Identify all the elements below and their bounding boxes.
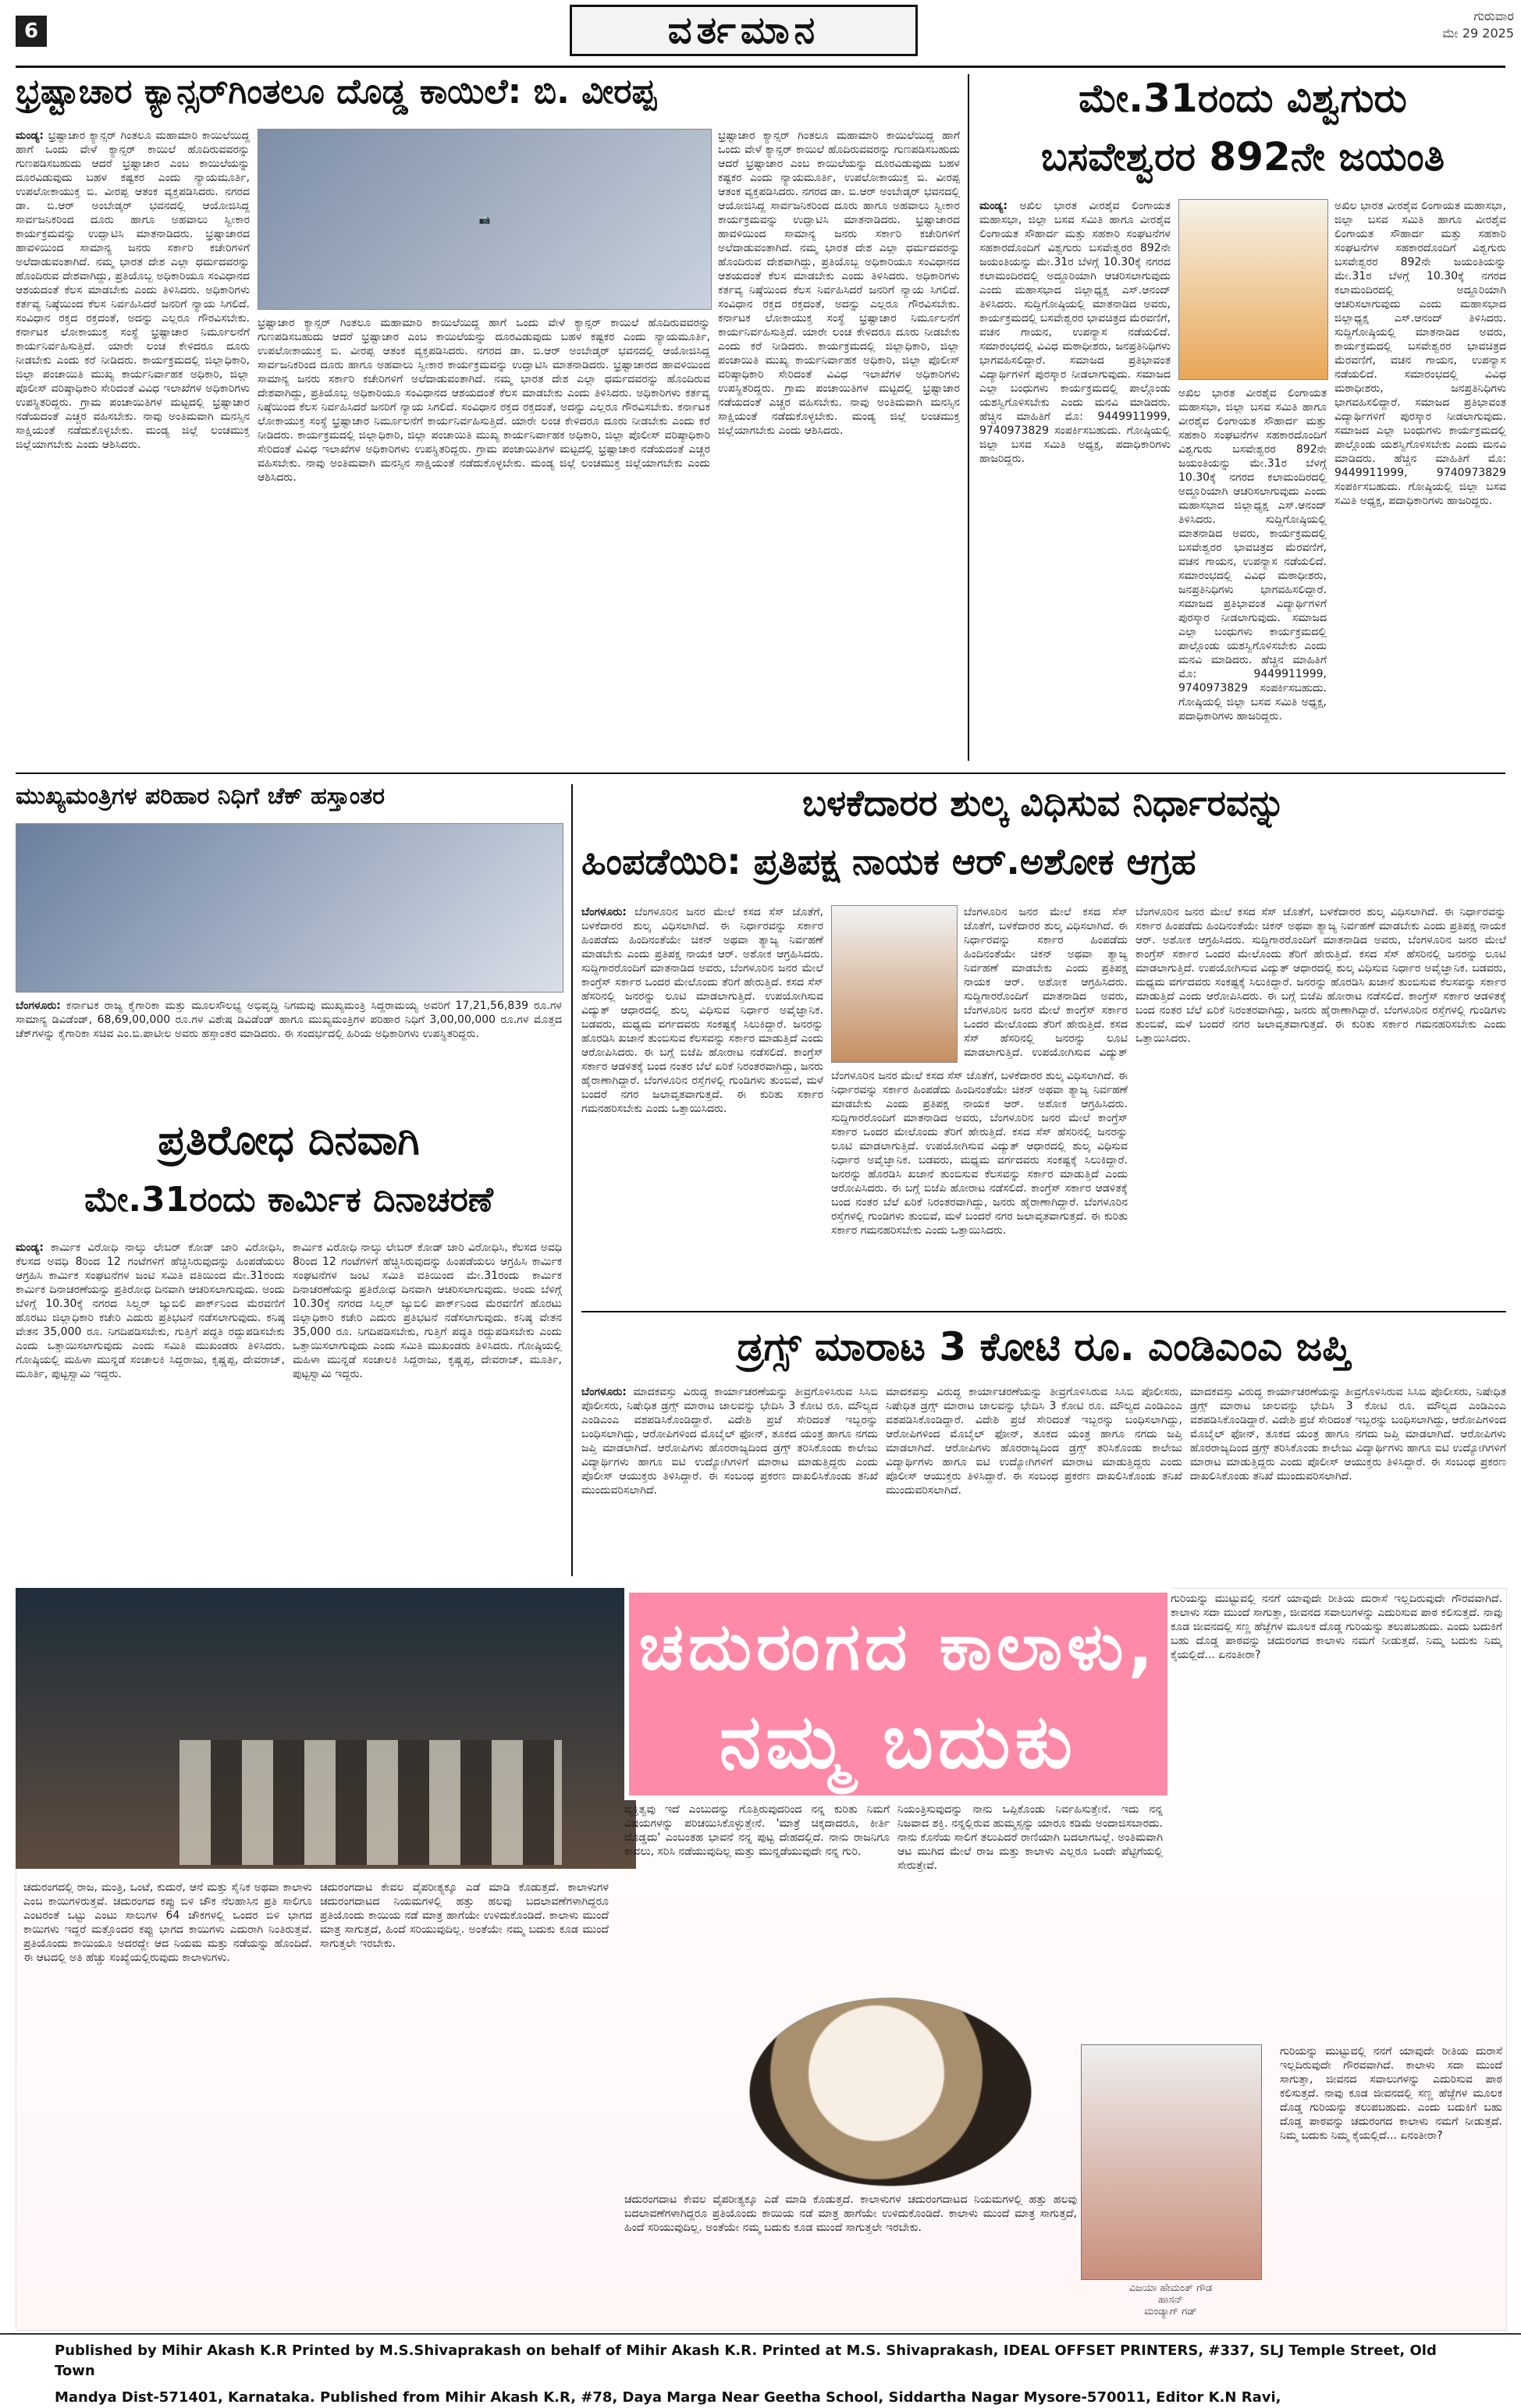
author-place: ಹಾಸನ್ <box>1158 2294 1183 2306</box>
article-6-body-continued-2: ಮಾದಕವಸ್ತು ವಿರುದ್ಧ ಕಾರ್ಯಾಚರಣೆಯನ್ನು ತೀವ್ರಗೊಳಿಸಿರುವ ಸಿಸಿಬಿ ಪೊಲೀಸರು, ನಿಷೇಧಿತ ಡ್ರಗ್ಸ್ ಮಾರಾಟ ಜಾಲವನ್ನು ಭೇದಿಸಿ 3 ಕೋಟಿ ರೂ. ಮೌಲ್ಯದ ಎಂಡಿಎಂಎ ವಶಪಡಿಸಿಕೊಂಡಿದ್ದಾರೆ. ವಿದೇಶಿ ಪ್ರಜೆ ಸೇರಿದಂತೆ ಇಬ್ಬರನ್ನು ಬಂಧಿಸಲಾಗಿದ್ದು, ಆರೋಪಿಗಳಿಂದ ಮೊಬೈಲ್ ಫೋನ್, ತೂಕದ ಯಂತ್ರ ಹಾಗೂ ನಗದು ಜಪ್ತಿ ಮಾಡಲಾಗಿದೆ. ಆರೋಪಿಗಳು ಹೊರರಾಜ್ಯದಿಂದ ಡ್ರಗ್ಸ್ ತರಿಸಿಕೊಂಡು ಕಾಲೇಜು ವಿದ್ಯಾರ್ಥಿಗಳು ಹಾಗೂ ಐಟಿ ಉದ್ಯೋಗಿಗಳಿಗೆ ಮಾರಾಟ ಮಾಡುತ್ತಿದ್ದರು ಎಂದು ಪೊಲೀಸ್ ಆಯುಕ್ತರು ತಿಳಿಸಿದ್ದಾರೆ. ಈ ಸಂಬಂಧ ಪ್ರಕರಣ ದಾಖಲಿಸಿಕೊಂಡು ತನಿಖೆ ಮುಂದುವರಿಸಲಾಗಿದೆ. <box>1190 1386 1506 1483</box>
article-3-body-text: ಕರ್ನಾಟಕ ರಾಜ್ಯ ಕೈಗಾರಿಕಾ ಮತ್ತು ಮೂಲಸೌಲಭ್ಯ ಅಭಿವೃದ್ಧಿ ನಿಗಮವು ಮುಖ್ಯಮಂತ್ರಿ ಸಿದ್ದರಾಮಯ್ಯ ಅವರಿಗೆ 17,21,56,839 ರೂ.ಗಳ ಸಾಮಾನ್ಯ ಡಿವಿಡೆಂಡ್, 68,69,00,000 ರೂ.ಗಳ ವಿಶೇಷ ಡಿವಿಡೆಂಡ್ ಹಾಗೂ ಮುಖ್ಯಮಂತ್ರಿಗಳ ಪರಿಹಾರ ನಿಧಿಗೆ 3,00,00,000 ರೂ.ಗಳ ಮೊತ್ತದ ಚೆಕ್‌ಗಳನ್ನು ಕೈಗಾರಿಕಾ ಸಚಿವ ಎಂ.ಬಿ.ಪಾಟೀಲ ಅವರು ಹಸ್ತಾಂತರ ಮಾಡಿದರು. ಈ ಸಂದರ್ಭದಲ್ಲಿ ಹಿರಿಯ ಅಧಿಕಾರಿಗಳು ಉಪಸ್ಥಿತರಿದ್ದರು. <box>16 1000 562 1040</box>
footer-line-1: Published by Mihir Akash K.R Printed by M.S.Shivaprakash on behalf of Mihir Akash K.R. Printed at M.S. Shivaprakash, IDEAL OFFSET PRINTERS, #337, SLJ Temple Street, Old Town <box>55 2342 1437 2379</box>
feature-chess-body-col-4 <box>897 1802 1163 1990</box>
page-number: 6 <box>16 16 47 47</box>
article-4-headline-2: ಮೇ.31ರಂದು ಕಾರ್ಮಿಕ ದಿನಾಚರಣೆ <box>84 1180 493 1220</box>
author-portrait <box>1081 2044 1262 2280</box>
article-5-body-continued-3: ಬೆಂಗಳೂರಿನ ಜನರ ಮೇಲೆ ಕಸದ ಸೆಸ್ ಜೊತೆಗೆ, ಬಳಕೆದಾರರ ಶುಲ್ಕ ವಿಧಿಸಲಾಗಿದೆ. ಈ ನಿರ್ಧಾರವನ್ನು ಸರ್ಕಾರ ಹಿಂಪಡೆದು ಹಿಂದಿನಂತೆಯೇ ಚಿಕನ್ ಅಥವಾ ತ್ಯಾಜ್ಯ ನಿರ್ವಹಣೆ ಮಾಡಬೇಕು ಎಂದು ಪ್ರತಿಪಕ್ಷ ನಾಯಕ ಆರ್. ಅಶೋಕ ಆಗ್ರಹಿಸಿದರು. ಸುದ್ದಿಗಾರರೊಂದಿಗೆ ಮಾತನಾಡಿದ ಅವರು, ಬೆಂಗಳೂರಿನ ಜನರ ಮೇಲೆ ಕಾಂಗ್ರೆಸ್ ಸರ್ಕಾರ ಒಂದರ ಮೇಲೊಂದು ತೆರಿಗೆ ಹೇರುತ್ತಿದೆ. ಕಸದ ಸೆಸ್ ಹೆಸರಿನಲ್ಲಿ ಜನರನ್ನು ಲೂಟಿ ಮಾಡಲಾಗುತ್ತಿದೆ. ಉಪಯೋಗಿಸುವ ವಿದ್ಯುತ್ ಆಧಾರದಲ್ಲಿ ಶುಲ್ಕ ವಿಧಿಸುವ ನಿರ್ಧಾರ ಅವೈಜ್ಞಾನಿಕ. ಬಡವರು, ಮಧ್ಯಮ ವರ್ಗದವರು ಸಂಕಷ್ಟಕ್ಕೆ ಸಿಲುಕಿದ್ದಾರೆ. ಜನರನ್ನು ಹೊರಡಿಸಿ ಖಜಾನೆ ತುಂಬಿಸುವ ಕೆಲಸವನ್ನು ಸರ್ಕಾರ ಮಾಡುತ್ತಿದೆ ಎಂದು ಆರೋಪಿಸಿದರು. ಈ ಬಗ್ಗೆ ಬಿಜೆಪಿ ಹೋರಾಟ ನಡೆಸಲಿದೆ. ಕಾಂಗ್ರೆಸ್ ಸರ್ಕಾರ ಆಡಳಿತಕ್ಕೆ ಬಂದ ನಂತರ ಬೆಲೆ ಏರಿಕೆ ನಿರಂತರವಾಗಿದ್ದು, ಜನರು ಹೈರಾಣಾಗಿದ್ದಾರೆ. ಬೆಂಗಳೂರಿನ ರಸ್ತೆಗಳಲ್ಲಿ ಗುಂಡಿಗಳು ತುಂಬಿವೆ, ಮಳೆ ಬಂದರೆ ನಗರ ಜಲಾವೃತವಾಗುತ್ತದೆ. ಈ ಕುರಿತು ಸರ್ಕಾರ ಗಮನಹರಿಸಬೇಕು ಎಂದು ಒತ್ತಾಯಿಸಿದರು. <box>1135 906 1506 1045</box>
article-4-headline-1: ಪ್ರತಿರೋಧ ದಿನವಾಗಿ <box>158 1117 420 1164</box>
article-6-headline: ಡ್ರಗ್ಸ್ ಮಾರಾಟ 3 ಕೋಟಿ ರೂ. ಎಂಡಿಎಂಎ ಜಪ್ತಿ <box>737 1324 1351 1369</box>
article-1-body-col-1 <box>16 129 250 753</box>
article-6-body: ಮಾದಕವಸ್ತು ವಿರುದ್ಧ ಕಾರ್ಯಾಚರಣೆಯನ್ನು ತೀವ್ರಗೊಳಿಸಿರುವ ಸಿಸಿಬಿ ಪೊಲೀಸರು, ನಿಷೇಧಿತ ಡ್ರಗ್ಸ್ ಮಾರಾಟ ಜಾಲವನ್ನು ಭೇದಿಸಿ 3 ಕೋಟಿ ರೂ. ಮೌಲ್ಯದ ಎಂಡಿಎಂಎ ವಶಪಡಿಸಿಕೊಂಡಿದ್ದಾರೆ. ವಿದೇಶಿ ಪ್ರಜೆ ಸೇರಿದಂತೆ ಇಬ್ಬರನ್ನು ಬಂಧಿಸಲಾಗಿದ್ದು, ಆರೋಪಿಗಳಿಂದ ಮೊಬೈಲ್ ಫೋನ್, ತೂಕದ ಯಂತ್ರ ಹಾಗೂ ನಗದು ಜಪ್ತಿ ಮಾಡಲಾಗಿದೆ. ಆರೋಪಿಗಳು ಹೊರರಾಜ್ಯದಿಂದ ಡ್ರಗ್ಸ್ ತರಿಸಿಕೊಂಡು ಕಾಲೇಜು ವಿದ್ಯಾರ್ಥಿಗಳು ಹಾಗೂ ಐಟಿ ಉದ್ಯೋಗಿಗಳಿಗೆ ಮಾರಾಟ ಮಾಡುತ್ತಿದ್ದರು ಎಂದು ಪೊಲೀಸ್ ಆಯುಕ್ತರು ತಿಳಿಸಿದ್ದಾರೆ. ಈ ಸಂಬಂಧ ಪ್ರಕರಣ ದಾಖಲಿಸಿಕೊಂಡು ತನಿಖೆ ಮುಂದುವರಿಸಲಾಗಿದೆ. <box>581 1386 878 1497</box>
author-org: ಮಂಡ್ಯಾಗ್ ಗಡ್ <box>1144 2306 1197 2317</box>
article-5-body-col-3 <box>964 905 1128 1061</box>
article-1-body: ಭ್ರಷ್ಟಾಚಾರ ಕ್ಯಾನ್ಸರ್ ಗಿಂತಲೂ ಮಹಾಮಾರಿ ಕಾಯಿಲೆಯಿದ್ದ ಹಾಗೆ ಒಂದು ವೇಳೆ ಕ್ಯಾನ್ಸರ್ ಕಾಯಿಲೆ ಹೊದಿರುವವರನ್ನು ಗುಣಪಡಿಸಬಹುದು ಆದರೆ ಭ್ರಷ್ಟಾಚಾರ ಎಂಬ ಕಾಯಿಲೆಯನ್ನು ದೂರವಿಡುವುದು ಬಹಳ ಕಷ್ಟಕರ ಎಂದು ನ್ಯಾಯಮೂರ್ತಿ, ಉಪಲೋಕಾಯುಕ್ತ ಬಿ. ವೀರಪ್ಪ ಆತಂಕ ವ್ಯಕ್ತಪಡಿಸಿದರು. ನಗರದ ಡಾ. ಬಿ.ಆರ್ ಅಂಬೇಡ್ಕರ್ ಭವನದಲ್ಲಿ ಆಯೋಜಿಸಿದ್ದ ಸಾರ್ವಜನಿಕರಿಂದ ದೂರು ಹಾಗೂ ಅಹವಾಲು ಸ್ವೀಕಾರ ಕಾರ್ಯಕ್ರಮವನ್ನು ಉದ್ಘಾಟಿಸಿ ಮಾತನಾಡಿದರು. ಭ್ರಷ್ಟಾಚಾರದ ಹಾವಳಿಯಿಂದ ಸಾಮಾನ್ಯ ಜನರು ಸರ್ಕಾರಿ ಕಚೇರಿಗಳಿಗೆ ಅಲೆದಾಡುವಂತಾಗಿದೆ. ನಮ್ಮ ಭಾರತ ದೇಶ ಎಲ್ಲಾ ಧರ್ಮದವರನ್ನು ಹೊಂದಿರುವ ದೇಶವಾಗಿದ್ದು, ಪ್ರತಿಯೊಬ್ಬ ಅಧಿಕಾರಿಯೂ ಸಂವಿಧಾನದ ಆಶಯದಂತೆ ಕೆಲಸ ಮಾಡಬೇಕು ಎಂದು ತಿಳಿಸಿದರು. ಅಧಿಕಾರಿಗಳು ಕರ್ತವ್ಯ ನಿಷ್ಠೆಯಿಂದ ಕೆಲಸ ನಿರ್ವಹಿಸಿದರೆ ಜನರಿಗೆ ನ್ಯಾಯ ಸಿಗಲಿದೆ. ಸಂವಿಧಾನ ರಕ್ತದ ರಕ್ತದಂತೆ, ಅದನ್ನು ಎಲ್ಲರೂ ಗೌರವಿಸಬೇಕು. ಕರ್ನಾಟಕ ಲೋಕಾಯುಕ್ತ ಸಂಸ್ಥೆ ಭ್ರಷ್ಟಾಚಾರ ನಿರ್ಮೂಲನೆಗೆ ಕಾರ್ಯನಿರ್ವಹಿಸುತ್ತಿದೆ. ಯಾರೇ ಲಂಚ ಕೇಳಿದರೂ ದೂರು ನೀಡಬೇಕು ಎಂದು ಕರೆ ನೀಡಿದರು. ಕಾರ್ಯಕ್ರಮದಲ್ಲಿ ಜಿಲ್ಲಾಧಿಕಾರಿ, ಜಿಲ್ಲಾ ಪಂಚಾಯಿತಿ ಮುಖ್ಯ ಕಾರ್ಯನಿರ್ವಾಹಕ ಅಧಿಕಾರಿ, ಜಿಲ್ಲಾ ಪೊಲೀಸ್ ವರಿಷ್ಠಾಧಿಕಾರಿ ಸೇರಿದಂತೆ ವಿವಿಧ ಇಲಾಖೆಗಳ ಅಧಿಕಾರಿಗಳು ಉಪಸ್ಥಿತರಿದ್ದರು. ಗ್ರಾಮ ಪಂಚಾಯಿತಿಗಳ ಮಟ್ಟದಲ್ಲಿ ಭ್ರಷ್ಟಾಚಾರ ನಡೆಯದಂತೆ ಎಚ್ಚರ ವಹಿಸಬೇಕು. ನಾವು ಅಂತಿಮವಾಗಿ ಮನಸ್ಸಿನ ಸಾಕ್ಷಿಯಂತೆ ನಡೆದುಕೊಳ್ಳಬೇಕು. ಮಂಡ್ಯ ಜಿಲ್ಲೆ ಲಂಚಮುಕ್ತ ಜಿಲ್ಲೆಯಾಗಬೇಕು ಎಂದು ಆಶಿಸಿದರು. <box>16 130 250 451</box>
author-name: ವಿಜಯಾ ಹೇಮಂತ್ ಗೌಡ <box>1128 2282 1213 2294</box>
article-4-body: ಕಾರ್ಮಿಕ ವಿರೋಧಿ ನಾಲ್ಕು ಲೇಬರ್ ಕೋಡ್ ಜಾರಿ ವಿರೋಧಿಸಿ, ಕೆಲಸದ ಅವಧಿ 8ರಿಂದ 12 ಗಂಟೆಗಳಿಗೆ ಹೆಚ್ಚಿಸಿರುವುದನ್ನು ಹಿಂಪಡೆಯಲು ಆಗ್ರಹಿಸಿ ಕಾರ್ಮಿಕ ಸಂಘಟನೆಗಳ ಜಂಟಿ ಸಮಿತಿ ವತಿಯಿಂದ ಮೇ.31ರಂದು ಕಾರ್ಮಿಕ ದಿನಾಚರಣೆಯನ್ನು ಪ್ರತಿರೋಧ ದಿನವಾಗಿ ಆಚರಿಸಲಾಗುವುದು. ಅಂದು ಬೆಳಿಗ್ಗೆ 10.30ಕ್ಕೆ ನಗರದ ಸಿಲ್ವರ್ ಜ್ಯುಬಿಲಿ ಪಾರ್ಕ್‌ನಿಂದ ಮೆರವಣಿಗೆ ಹೊರಟು ಜಿಲ್ಲಾಧಿಕಾರಿ ಕಚೇರಿ ಎದುರು ಪ್ರತಿಭಟನೆ ನಡೆಸಲಾಗುವುದು. ಕನಿಷ್ಠ ವೇತನ 35,000 ರೂ. ನಿಗದಿಪಡಿಸಬೇಕು, ಗುತ್ತಿಗೆ ಪದ್ಧತಿ ರದ್ದುಪಡಿಸಬೇಕು ಎಂದು ಒತ್ತಾಯಿಸಲಾಗುವುದು ಎಂದು ಸಮಿತಿ ಮುಖಂಡರು ತಿಳಿಸಿದರು. ಗೋಷ್ಠಿಯಲ್ಲಿ ಮಹಿಳಾ ಮುನ್ನಡೆ ಸಂಚಾಲಕಿ ಸಿದ್ದರಾಜು, ಕೃಷ್ಣಪ್ಪ, ದೇವರಾಜ್, ಮೂರ್ತಿ, ಪುಟ್ಟಸ್ವಾಮಿ ಇದ್ದರು. <box>16 1241 285 1380</box>
header-divider <box>16 66 1505 68</box>
masthead-date-text: ಮೇ 29 2025 <box>1442 26 1514 41</box>
article-2-body-col-1 <box>979 199 1171 757</box>
article-1-headline: ಭ್ರಷ್ಟಾಚಾರ ಕ್ಯಾನ್ಸರ್‌ಗಿಂತಲೂ ದೊಡ್ಡ ಕಾಯಿಲೆ: ಬಿ. ವೀರಪ್ಪ <box>16 72 657 112</box>
article-6-body-col-3 <box>1190 1385 1506 1572</box>
feature-chess-title-1: ಚದುರಂಗದ ಕಾಲಾಳು, <box>638 1608 1158 1685</box>
column-divider <box>968 74 969 761</box>
article-2-body: ಅಖಿಲ ಭಾರತ ವೀರಶೈವ ಲಿಂಗಾಯತ ಮಹಾಸಭಾ, ಜಿಲ್ಲಾ ಬಸವ ಸಮಿತಿ ಹಾಗೂ ವೀರಶೈವ ಲಿಂಗಾಯತ ಸೌಹಾರ್ದ ಮತ್ತು ಸಹಕಾರಿ ಸಂಘಟನೆಗಳ ಸಹಕಾರದೊಂದಿಗೆ ವಿಶ್ವಗುರು ಬಸವೇಶ್ವರರ 892ನೇ ಜಯಂತಿಯನ್ನು ಮೇ.31ರ ಬೆಳಗ್ಗೆ 10.30ಕ್ಕೆ ನಗರದ ಕಲಾಮಂದಿರದಲ್ಲಿ ಅದ್ದೂರಿಯಾಗಿ ಆಚರಿಸಲಾಗುವುದು ಎಂದು ಮಹಾಸಭಾದ ಜಿಲ್ಲಾಧ್ಯಕ್ಷ ಎಸ್.ಆನಂದ್ ತಿಳಿಸಿದರು. ಸುದ್ದಿಗೋಷ್ಠಿಯಲ್ಲಿ ಮಾತನಾಡಿದ ಅವರು, ಕಾರ್ಯಕ್ರಮದಲ್ಲಿ ಬಸವೇಶ್ವರರ ಭಾವಚಿತ್ರದ ಮೆರವಣಿಗೆ, ವಚನ ಗಾಯನ, ಉಪನ್ಯಾಸ ನಡೆಯಲಿದೆ. ಸಮಾರಂಭದಲ್ಲಿ ವಿವಿಧ ಮಠಾಧೀಶರು, ಜನಪ್ರತಿನಿಧಿಗಳು ಭಾಗವಹಿಸಲಿದ್ದಾರೆ. ಸಮಾಜದ ಪ್ರತಿಭಾವಂತ ವಿದ್ಯಾರ್ಥಿಗಳಿಗೆ ಪುರಸ್ಕಾರ ನೀಡಲಾಗುವುದು. ಸಮಾಜದ ಎಲ್ಲಾ ಬಂಧುಗಳು ಕಾರ್ಯಕ್ರಮದಲ್ಲಿ ಪಾಲ್ಗೊಂಡು ಯಶಸ್ವಿಗೊಳಿಸಬೇಕು ಎಂದು ಮನವಿ ಮಾಡಿದರು. ಹೆಚ್ಚಿನ ಮಾಹಿತಿಗೆ ಮೊ: 9449911999, 9740973829 ಸಂಪರ್ಕಿಸಬಹುದು. ಗೋಷ್ಠಿಯಲ್ಲಿ ಜಿಲ್ಲಾ ಬಸವ ಸಮಿತಿ ಅಧ್ಯಕ್ಷ, ಪದಾಧಿಕಾರಿಗಳು ಹಾಜರಿದ್ದರು. <box>979 200 1171 465</box>
article-1-body-col-2 <box>258 316 710 753</box>
article-5-body-col-4 <box>1135 905 1506 1299</box>
feature-chess-title-2: ನಮ್ಮ ಬದುಕು <box>719 1698 1078 1785</box>
article-3-headline: ಮುಖ್ಯಮಂತ್ರಿಗಳ ಪರಿಹಾರ ನಿಧಿಗೆ ಚೆಕ್ ಹಸ್ತಾಂತರ <box>16 783 385 810</box>
feature-chess-body-right-top <box>1171 1592 1502 2037</box>
chessboard-graphic <box>179 1740 562 1865</box>
feature-chess-body-2: ಚದುರಂಗದಾಟ ಕೇವಲ ವೈಪರೀತ್ಯಕ್ಕೂ ಎಡೆ ಮಾಡಿ ಕೊಡುತ್ತದೆ. ಕಾಲಾಳುಗಳ ಚದುರಂಗದಾಟದ ನಿಯಮಗಳಲ್ಲಿ ಹತ್ತು ಹಲವು ಬದಲಾವಣೆಗಳಾಗಿದ್ದರೂ ಪ್ರತಿಯೊಂದು ಕಾಯಿಯ ನಡೆ ಮಾತ್ರ ಹಾಗೆಯೇ ಉಳಿದುಕೊಂಡಿದೆ. ಕಾಲಾಳು ಮುಂದೆ ಮಾತ್ರ ಸಾಗುತ್ತದೆ, ಹಿಂದೆ ಸರಿಯುವುದಿಲ್ಲ. ಅಂತೆಯೇ ನಮ್ಮ ಬದುಕು ಕೂಡ ಮುಂದೆ ಸಾಗುತ್ತಲೇ ಇರಬೇಕು. <box>320 1881 609 1950</box>
article-2-body-col-3 <box>1178 386 1327 757</box>
photo-icon: 📷 <box>478 214 491 225</box>
article-2-dateline: ಮಂಡ್ಯ: <box>979 200 1007 212</box>
feature-chess-body-5: ಗುರಿಯನ್ನು ಮುಟ್ಟುವಲ್ಲಿ ನನಗೆ ಯಾವುದೇ ರೀತಿಯ ದುರಾಸೆ ಇಲ್ಲದಿರುವುದೇ ಗೌರವವಾಗಿದೆ. ಕಾಲಾಳು ಸದಾ ಮುಂದೆ ಸಾಗುತ್ತಾ, ಜೀವನದ ಸವಾಲುಗಳನ್ನು ಎದುರಿಸುವ ಪಾಠ ಕಲಿಸುತ್ತದೆ. ನಾವು ಕೂಡ ಜೀವನದಲ್ಲಿ ಸಣ್ಣ ಹೆಜ್ಜೆಗಳ ಮೂಲಕ ದೊಡ್ಡ ಗುರಿಯನ್ನು ತಲುಪಬಹುದು. ಎಂದು ಬದುಕಿಗೆ ಬಹು ದೊಡ್ಡ ಪಾಠವನ್ನು ಚದುರಂಗದ ಕಾಲಾಳು ನಮಗೆ ನೀಡುತ್ತದೆ. ನಿಮ್ಮ ಬದುಕು ನಿಮ್ಮ ಕೈಯಲ್ಲಿದೆ... ಏನಂತೀರಾ? <box>1171 1593 1502 1661</box>
article-6-body-col-2 <box>886 1385 1182 1572</box>
article-4-body-col-2 <box>293 1241 562 1568</box>
feature-chess-body-col-1 <box>23 1881 312 2325</box>
article-2-headline-1: ಮೇ.31ರಂದು ವಿಶ್ವಗುರು <box>1079 76 1407 121</box>
article-1-dateline: ಮಂಡ್ಯ: <box>16 130 44 142</box>
author-caption <box>1081 2282 1260 2325</box>
article-2-body-continued: ಅಖಿಲ ಭಾರತ ವೀರಶೈವ ಲಿಂಗಾಯತ ಮಹಾಸಭಾ, ಜಿಲ್ಲಾ ಬಸವ ಸಮಿತಿ ಹಾಗೂ ವೀರಶೈವ ಲಿಂಗಾಯತ ಸೌಹಾರ್ದ ಮತ್ತು ಸಹಕಾರಿ ಸಂಘಟನೆಗಳ ಸಹಕಾರದೊಂದಿಗೆ ವಿಶ್ವಗುರು ಬಸವೇಶ್ವರರ 892ನೇ ಜಯಂತಿಯನ್ನು ಮೇ.31ರ ಬೆಳಗ್ಗೆ 10.30ಕ್ಕೆ ನಗರದ ಕಲಾಮಂದಿರದಲ್ಲಿ ಅದ್ದೂರಿಯಾಗಿ ಆಚರಿಸಲಾಗುವುದು ಎಂದು ಮಹಾಸಭಾದ ಜಿಲ್ಲಾಧ್ಯಕ್ಷ ಎಸ್.ಆನಂದ್ ತಿಳಿಸಿದರು. ಸುದ್ದಿಗೋಷ್ಠಿಯಲ್ಲಿ ಮಾತನಾಡಿದ ಅವರು, ಕಾರ್ಯಕ್ರಮದಲ್ಲಿ ಬಸವೇಶ್ವರರ ಭಾವಚಿತ್ರದ ಮೆರವಣಿಗೆ, ವಚನ ಗಾಯನ, ಉಪನ್ಯಾಸ ನಡೆಯಲಿದೆ. ಸಮಾರಂಭದಲ್ಲಿ ವಿವಿಧ ಮಠಾಧೀಶರು, ಜನಪ್ರತಿನಿಧಿಗಳು ಭಾಗವಹಿಸಲಿದ್ದಾರೆ. ಸಮಾಜದ ಪ್ರತಿಭಾವಂತ ವಿದ್ಯಾರ್ಥಿಗಳಿಗೆ ಪುರಸ್ಕಾರ ನೀಡಲಾಗುವುದು. ಸಮಾಜದ ಎಲ್ಲಾ ಬಂಧುಗಳು ಕಾರ್ಯಕ್ರಮದಲ್ಲಿ ಪಾಲ್ಗೊಂಡು ಯಶಸ್ವಿಗೊಳಿಸಬೇಕು ಎಂದು ಮನವಿ ಮಾಡಿದರು. ಹೆಚ್ಚಿನ ಮಾಹಿತಿಗೆ ಮೊ: 9449911999, 9740973829 ಸಂಪರ್ಕಿಸಬಹುದು. ಗೋಷ್ಠಿಯಲ್ಲಿ ಜಿಲ್ಲಾ ಬಸವ ಸಮಿತಿ ಅಧ್ಯಕ್ಷ, ಪದಾಧಿಕಾರಿಗಳು ಹಾಜರಿದ್ದರು. <box>1334 200 1506 507</box>
column-divider-2 <box>571 784 573 1576</box>
article-3-dateline: ಬೆಂಗಳೂರು: <box>16 1000 61 1012</box>
section-divider-2 <box>581 1311 1506 1312</box>
feature-chess-body-col-2 <box>320 1881 609 2325</box>
article-2-headline-2: ಬಸವೇಶ್ವರರ 892ನೇ ಜಯಂತಿ <box>1040 134 1445 179</box>
article-4-body-col-1 <box>16 1241 285 1568</box>
page-footer <box>0 2333 1521 2406</box>
article-1-photo <box>258 129 712 310</box>
footer-line-2: Mandya Dist-571401, Karnataka. Published from Mihir Akash K.R, #78, Daya Marga Near Geetha School, Siddartha Nagar Mysore-570011, Editor K.N Ravi, <box>55 2389 1281 2406</box>
feature-chess-body-1: ಚದುರಂಗದಲ್ಲಿ ರಾಜ, ಮಂತ್ರಿ, ಒಂಟೆ, ಕುದುರೆ, ಆನೆ ಮತ್ತು ಸೈನಿಕ ಅಥವಾ ಕಾಲಾಳು ಎಂಬ ಕಾಯಿಗಳಿರುತ್ತವೆ. ಚದುರಂಗದ ಕಪ್ಪು ಬಿಳಿ ಚೌಕ ನೆಲಹಾಸಿನ ಪ್ರತಿ ಸಾಲಿಗೂ ಎಂಟರಂತೆ ಒಟ್ಟು ಎಂಟು ಸಾಲುಗಳ 64 ಚೌಕಗಳಲ್ಲಿ ಒಂದರ ಬಿಳಿ ಭಾಗದ ಕಾಯಿಗಳು ಇದ್ದರೆ ಮತ್ತೊಂದರ ಕಪ್ಪು ಭಾಗದ ಕಾಯಿಗಳು ಎದುರಾಗಿ ನಿಂತಿರುತ್ತವೆ. ಪ್ರತಿಯೊಂದು ಕಾಯಿಯೂ ಅದರದ್ದೇ ಆದ ನಿಯಮ ಮತ್ತು ನಡೆಯನ್ನು ಹೊಂದಿದೆ. ಈ ಆಟದಲ್ಲಿ ಅತಿ ಹೆಚ್ಚು ಸಂಖ್ಯೆಯಲ್ಲಿರುವುದು ಕಾಲಾಳುಗಳು. <box>23 1881 312 1964</box>
section-divider <box>16 772 1505 774</box>
article-2-body-col-2 <box>1334 199 1506 757</box>
feature-chess-title-band <box>624 1588 1172 1800</box>
feature-chess-body-right-bottom <box>1280 2044 1502 2325</box>
article-3-body <box>16 999 562 1108</box>
hand-moving-chess-piece-illustration <box>749 1998 1032 2186</box>
feature-chess-body-bottom <box>624 2193 1077 2325</box>
article-4-dateline: ಮಂಡ್ಯ: <box>16 1241 44 1254</box>
article-6-dateline: ಬೆಂಗಳೂರು: <box>581 1386 627 1398</box>
article-5-body-continued-2: ಬೆಂಗಳೂರಿನ ಜನರ ಮೇಲೆ ಕಸದ ಸೆಸ್ ಜೊತೆಗೆ, ಬಳಕೆದಾರರ ಶುಲ್ಕ ವಿಧಿಸಲಾಗಿದೆ. ಈ ನಿರ್ಧಾರವನ್ನು ಸರ್ಕಾರ ಹಿಂಪಡೆದು ಹಿಂದಿನಂತೆಯೇ ಚಿಕನ್ ಅಥವಾ ತ್ಯಾಜ್ಯ ನಿರ್ವಹಣೆ ಮಾಡಬೇಕು ಎಂದು ಪ್ರತಿಪಕ್ಷ ನಾಯಕ ಆರ್. ಅಶೋಕ ಆಗ್ರಹಿಸಿದರು. ಸುದ್ದಿಗಾರರೊಂದಿಗೆ ಮಾತನಾಡಿದ ಅವರು, ಬೆಂಗಳೂರಿನ ಜನರ ಮೇಲೆ ಕಾಂಗ್ರೆಸ್ ಸರ್ಕಾರ ಒಂದರ ಮೇಲೊಂದು ತೆರಿಗೆ ಹೇರುತ್ತಿದೆ. ಕಸದ ಸೆಸ್ ಹೆಸರಿನಲ್ಲಿ ಜನರನ್ನು ಲೂಟಿ ಮಾಡಲಾಗುತ್ತಿದೆ. ಉಪಯೋಗಿಸುವ ವಿದ್ಯುತ್ <box>964 906 1128 1059</box>
article-5-body-continued: ಬೆಂಗಳೂರಿನ ಜನರ ಮೇಲೆ ಕಸದ ಸೆಸ್ ಜೊತೆಗೆ, ಬಳಕೆದಾರರ ಶುಲ್ಕ ವಿಧಿಸಲಾಗಿದೆ. ಈ ನಿರ್ಧಾರವನ್ನು ಸರ್ಕಾರ ಹಿಂಪಡೆದು ಹಿಂದಿನಂತೆಯೇ ಚಿಕನ್ ಅಥವಾ ತ್ಯಾಜ್ಯ ನಿರ್ವಹಣೆ ಮಾಡಬೇಕು ಎಂದು ಪ್ರತಿಪಕ್ಷ ನಾಯಕ ಆರ್. ಅಶೋಕ ಆಗ್ರಹಿಸಿದರು. ಸುದ್ದಿಗಾರರೊಂದಿಗೆ ಮಾತನಾಡಿದ ಅವರು, ಬೆಂಗಳೂರಿನ ಜನರ ಮೇಲೆ ಕಾಂಗ್ರೆಸ್ ಸರ್ಕಾರ ಒಂದರ ಮೇಲೊಂದು ತೆರಿಗೆ ಹೇರುತ್ತಿದೆ. ಕಸದ ಸೆಸ್ ಹೆಸರಿನಲ್ಲಿ ಜನರನ್ನು ಲೂಟಿ ಮಾಡಲಾಗುತ್ತಿದೆ. ಉಪಯೋಗಿಸುವ ವಿದ್ಯುತ್ ಆಧಾರದಲ್ಲಿ ಶುಲ್ಕ ವಿಧಿಸುವ ನಿರ್ಧಾರ ಅವೈಜ್ಞಾನಿಕ. ಬಡವರು, ಮಧ್ಯಮ ವರ್ಗದವರು ಸಂಕಷ್ಟಕ್ಕೆ ಸಿಲುಕಿದ್ದಾರೆ. ಜನರನ್ನು ಹೊರಡಿಸಿ ಖಜಾನೆ ತುಂಬಿಸುವ ಕೆಲಸವನ್ನು ಸರ್ಕಾರ ಮಾಡುತ್ತಿದೆ ಎಂದು ಆರೋಪಿಸಿದರು. ಈ ಬಗ್ಗೆ ಬಿಜೆಪಿ ಹೋರಾಟ ನಡೆಸಲಿದೆ. ಕಾಂಗ್ರೆಸ್ ಸರ್ಕಾರ ಆಡಳಿತಕ್ಕೆ ಬಂದ ನಂತರ ಬೆಲೆ ಏರಿಕೆ ನಿರಂತರವಾಗಿದ್ದು, ಜನರು ಹೈರಾಣಾಗಿದ್ದಾರೆ. ಬೆಂಗಳೂರಿನ ರಸ್ತೆಗಳಲ್ಲಿ ಗುಂಡಿಗಳು ತುಂಬಿವೆ, ಮಳೆ ಬಂದರೆ ನಗರ ಜಲಾವೃತವಾಗುತ್ತದೆ. ಈ ಕುರಿತು ಸರ್ಕಾರ ಗಮನಹರಿಸಬೇಕು ಎಂದು ಒತ್ತಾಯಿಸಿದರು. <box>831 1070 1128 1237</box>
masthead-weekday: ಗುರುವಾರ <box>1473 9 1514 23</box>
article-5-ashoka-photo <box>831 905 958 1063</box>
article-5-dateline: ಬೆಂಗಳೂರು: <box>581 906 627 918</box>
feature-chess-body-4: ನಿಯಂತ್ರಿಸುವುದನ್ನು ನಾನು ಒಪ್ಪಿಕೊಂಡು ನಿರ್ವಹಿಸುತ್ತೇನೆ. ಇದು ನನ್ನ ನಿಜವಾದ ಶಕ್ತಿ. ನನ್ನಲ್ಲಿರುವ ಹುಮ್ಮಸ್ಸನ್ನು ಯಾರೂ ಕಡಿಮೆ ಅಂದಾಜಿಸಬಾರದು. ನಾನು ಕೊನೆಯ ಸಾಲಿಗೆ ತಲುಪಿದರೆ ರಾಣಿಯಾಗಿ ಬದಲಾಗಬಲ್ಲೆ. ಅಂತಿಮವಾಗಿ ಆಟ ಮುಗಿದ ಮೇಲೆ ರಾಜ ಮತ್ತು ಕಾಲಾಳು ಎಲ್ಲರೂ ಒಂದೇ ಪೆಟ್ಟಿಗೆಯಲ್ಲಿ ಸೇರುತ್ತೇವೆ. <box>897 1803 1163 1872</box>
article-6-body-col-1 <box>581 1385 878 1572</box>
article-5-body-col-2 <box>831 1069 1128 1299</box>
feature-chess-body-continued-2: ಗುರಿಯನ್ನು ಮುಟ್ಟುವಲ್ಲಿ ನನಗೆ ಯಾವುದೇ ರೀತಿಯ ದುರಾಸೆ ಇಲ್ಲದಿರುವುದೇ ಗೌರವವಾಗಿದೆ. ಕಾಲಾಳು ಸದಾ ಮುಂದೆ ಸಾಗುತ್ತಾ, ಜೀವನದ ಸವಾಲುಗಳನ್ನು ಎದುರಿಸುವ ಪಾಠ ಕಲಿಸುತ್ತದೆ. ನಾವು ಕೂಡ ಜೀವನದಲ್ಲಿ ಸಣ್ಣ ಹೆಜ್ಜೆಗಳ ಮೂಲಕ ದೊಡ್ಡ ಗುರಿಯನ್ನು ತಲುಪಬಹುದು. ಎಂದು ಬದುಕಿಗೆ ಬಹು ದೊಡ್ಡ ಪಾಠವನ್ನು ಚದುರಂಗದ ಕಾಲಾಳು ನಮಗೆ ನೀಡುತ್ತದೆ. ನಿಮ್ಮ ಬದುಕು ನಿಮ್ಮ ಕೈಯಲ್ಲಿದೆ... ಏನಂತೀರಾ? <box>1280 2045 1502 2142</box>
masthead-title: ವರ್ತಮಾನ <box>570 5 918 56</box>
article-1-body-continued-2: ಭ್ರಷ್ಟಾಚಾರ ಕ್ಯಾನ್ಸರ್ ಗಿಂತಲೂ ಮಹಾಮಾರಿ ಕಾಯಿಲೆಯಿದ್ದ ಹಾಗೆ ಒಂದು ವೇಳೆ ಕ್ಯಾನ್ಸರ್ ಕಾಯಿಲೆ ಹೊದಿರುವವರನ್ನು ಗುಣಪಡಿಸಬಹುದು ಆದರೆ ಭ್ರಷ್ಟಾಚಾರ ಎಂಬ ಕಾಯಿಲೆಯನ್ನು ದೂರವಿಡುವುದು ಬಹಳ ಕಷ್ಟಕರ ಎಂದು ನ್ಯಾಯಮೂರ್ತಿ, ಉಪಲೋಕಾಯುಕ್ತ ಬಿ. ವೀರಪ್ಪ ಆತಂಕ ವ್ಯಕ್ತಪಡಿಸಿದರು. ನಗರದ ಡಾ. ಬಿ.ಆರ್ ಅಂಬೇಡ್ಕರ್ ಭವನದಲ್ಲಿ ಆಯೋಜಿಸಿದ್ದ ಸಾರ್ವಜನಿಕರಿಂದ ದೂರು ಹಾಗೂ ಅಹವಾಲು ಸ್ವೀಕಾರ ಕಾರ್ಯಕ್ರಮವನ್ನು ಉದ್ಘಾಟಿಸಿ ಮಾತನಾಡಿದರು. ಭ್ರಷ್ಟಾಚಾರದ ಹಾವಳಿಯಿಂದ ಸಾಮಾನ್ಯ ಜನರು ಸರ್ಕಾರಿ ಕಚೇರಿಗಳಿಗೆ ಅಲೆದಾಡುವಂತಾಗಿದೆ. ನಮ್ಮ ಭಾರತ ದೇಶ ಎಲ್ಲಾ ಧರ್ಮದವರನ್ನು ಹೊಂದಿರುವ ದೇಶವಾಗಿದ್ದು, ಪ್ರತಿಯೊಬ್ಬ ಅಧಿಕಾರಿಯೂ ಸಂವಿಧಾನದ ಆಶಯದಂತೆ ಕೆಲಸ ಮಾಡಬೇಕು ಎಂದು ತಿಳಿಸಿದರು. ಅಧಿಕಾರಿಗಳು ಕರ್ತವ್ಯ ನಿಷ್ಠೆಯಿಂದ ಕೆಲಸ ನಿರ್ವಹಿಸಿದರೆ ಜನರಿಗೆ ನ್ಯಾಯ ಸಿಗಲಿದೆ. ಸಂವಿಧಾನ ರಕ್ತದ ರಕ್ತದಂತೆ, ಅದನ್ನು ಎಲ್ಲರೂ ಗೌರವಿಸಬೇಕು. ಕರ್ನಾಟಕ ಲೋಕಾಯುಕ್ತ ಸಂಸ್ಥೆ ಭ್ರಷ್ಟಾಚಾರ ನಿರ್ಮೂಲನೆಗೆ ಕಾರ್ಯನಿರ್ವಹಿಸುತ್ತಿದೆ. ಯಾರೇ ಲಂಚ ಕೇಳಿದರೂ ದೂರು ನೀಡಬೇಕು ಎಂದು ಕರೆ ನೀಡಿದರು. ಕಾರ್ಯಕ್ರಮದಲ್ಲಿ ಜಿಲ್ಲಾಧಿಕಾರಿ, ಜಿಲ್ಲಾ ಪಂಚಾಯಿತಿ ಮುಖ್ಯ ಕಾರ್ಯನಿರ್ವಾಹಕ ಅಧಿಕಾರಿ, ಜಿಲ್ಲಾ ಪೊಲೀಸ್ ವರಿಷ್ಠಾಧಿಕಾರಿ ಸೇರಿದಂತೆ ವಿವಿಧ ಇಲಾಖೆಗಳ ಅಧಿಕಾರಿಗಳು ಉಪಸ್ಥಿತರಿದ್ದರು. ಗ್ರಾಮ ಪಂಚಾಯಿತಿಗಳ ಮಟ್ಟದಲ್ಲಿ ಭ್ರಷ್ಟಾಚಾರ ನಡೆಯದಂತೆ ಎಚ್ಚರ ವಹಿಸಬೇಕು. ನಾವು ಅಂತಿಮವಾಗಿ ಮನಸ್ಸಿನ ಸಾಕ್ಷಿಯಂತೆ ನಡೆದುಕೊಳ್ಳಬೇಕು. ಮಂಡ್ಯ ಜಿಲ್ಲೆ ಲಂಚಮುಕ್ತ ಜಿಲ್ಲೆಯಾಗಬೇಕು ಎಂದು ಆಶಿಸಿದರು. <box>718 130 960 437</box>
feature-chess-body-continued: ಚದುರಂಗದಾಟ ಕೇವಲ ವೈಪರೀತ್ಯಕ್ಕೂ ಎಡೆ ಮಾಡಿ ಕೊಡುತ್ತದೆ. ಕಾಲಾಳುಗಳ ಚದುರಂಗದಾಟದ ನಿಯಮಗಳಲ್ಲಿ ಹತ್ತು ಹಲವು ಬದಲಾವಣೆಗಳಾಗಿದ್ದರೂ ಪ್ರತಿಯೊಂದು ಕಾಯಿಯ ನಡೆ ಮಾತ್ರ ಹಾಗೆಯೇ ಉಳಿದುಕೊಂಡಿದೆ. ಕಾಲಾಳು ಮುಂದೆ ಮಾತ್ರ ಸಾಗುತ್ತದೆ, ಹಿಂದೆ ಸರಿಯುವುದಿಲ್ಲ. ಅಂತೆಯೇ ನಮ್ಮ ಬದುಕು ಕೂಡ ಮುಂದೆ ಸಾಗುತ್ತಲೇ ಇರಬೇಕು. <box>624 2193 1077 2234</box>
article-4-body-continued: ಕಾರ್ಮಿಕ ವಿರೋಧಿ ನಾಲ್ಕು ಲೇಬರ್ ಕೋಡ್ ಜಾರಿ ವಿರೋಧಿಸಿ, ಕೆಲಸದ ಅವಧಿ 8ರಿಂದ 12 ಗಂಟೆಗಳಿಗೆ ಹೆಚ್ಚಿಸಿರುವುದನ್ನು ಹಿಂಪಡೆಯಲು ಆಗ್ರಹಿಸಿ ಕಾರ್ಮಿಕ ಸಂಘಟನೆಗಳ ಜಂಟಿ ಸಮಿತಿ ವತಿಯಿಂದ ಮೇ.31ರಂದು ಕಾರ್ಮಿಕ ದಿನಾಚರಣೆಯನ್ನು ಪ್ರತಿರೋಧ ದಿನವಾಗಿ ಆಚರಿಸಲಾಗುವುದು. ಅಂದು ಬೆಳಿಗ್ಗೆ 10.30ಕ್ಕೆ ನಗರದ ಸಿಲ್ವರ್ ಜ್ಯುಬಿಲಿ ಪಾರ್ಕ್‌ನಿಂದ ಮೆರವಣಿಗೆ ಹೊರಟು ಜಿಲ್ಲಾಧಿಕಾರಿ ಕಚೇರಿ ಎದುರು ಪ್ರತಿಭಟನೆ ನಡೆಸಲಾಗುವುದು. ಕನಿಷ್ಠ ವೇತನ 35,000 ರೂ. ನಿಗದಿಪಡಿಸಬೇಕು, ಗುತ್ತಿಗೆ ಪದ್ಧತಿ ರದ್ದುಪಡಿಸಬೇಕು ಎಂದು ಒತ್ತಾಯಿಸಲಾಗುವುದು ಎಂದು ಸಮಿತಿ ಮುಖಂಡರು ತಿಳಿಸಿದರು. ಗೋಷ್ಠಿಯಲ್ಲಿ ಮಹಿಳಾ ಮುನ್ನಡೆ ಸಂಚಾಲಕಿ ಸಿದ್ದರಾಜು, ಕೃಷ್ಣಪ್ಪ, ದೇವರಾಜ್, ಮೂರ್ತಿ, ಪುಟ್ಟಸ್ವಾಮಿ ಇದ್ದರು. <box>293 1241 562 1380</box>
feature-chess-body-3: ವ್ಯಕ್ತಿತ್ವವು ಇದೆ ಎಂಬುದನ್ನು ಗೊತ್ತಿರುವುದರಿಂದ ನನ್ನ ಕುರಿತು ನಿಮಗೆ ವಿಷಯಗಳನ್ನು ಪರಿಚಯಿಸಿಕೊಳ್ಳುತ್ತೇನೆ. 'ಮಾತ್ರೆ ಚಿಕ್ಕದಾದರೂ, ಕೀರ್ತಿ ದೊಡ್ಡದು' ಎಂಬಂತಹ ಭಾವನೆ ನನ್ನ ಪುಟ್ಟ ದೇಹದಲ್ಲಿದೆ. ನಾನು ರಾಜನಿಗೂ ಕಾವಲು, ಸರಿಸಿ ನಡೆಯುವುದಿಲ್ಲ ಮತ್ತು ಮುನ್ನಡೆಯುವುದೇ ನನ್ನ ಗುರಿ. <box>624 1803 890 1858</box>
feature-chess-body-col-3 <box>624 1802 890 1990</box>
article-5-headline-2: ಹಿಂಪಡೆಯಿರಿ: ಪ್ರತಿಪಕ್ಷ ನಾಯಕ ಆರ್.ಅಶೋಕ ಆಗ್ರಹ <box>581 840 1196 883</box>
article-2-basavanna-portrait <box>1178 199 1328 380</box>
article-1-body-continued: ಭ್ರಷ್ಟಾಚಾರ ಕ್ಯಾನ್ಸರ್ ಗಿಂತಲೂ ಮಹಾಮಾರಿ ಕಾಯಿಲೆಯಿದ್ದ ಹಾಗೆ ಒಂದು ವೇಳೆ ಕ್ಯಾನ್ಸರ್ ಕಾಯಿಲೆ ಹೊದಿರುವವರನ್ನು ಗುಣಪಡಿಸಬಹುದು ಆದರೆ ಭ್ರಷ್ಟಾಚಾರ ಎಂಬ ಕಾಯಿಲೆಯನ್ನು ದೂರವಿಡುವುದು ಬಹಳ ಕಷ್ಟಕರ ಎಂದು ನ್ಯಾಯಮೂರ್ತಿ, ಉಪಲೋಕಾಯುಕ್ತ ಬಿ. ವೀರಪ್ಪ ಆತಂಕ ವ್ಯಕ್ತಪಡಿಸಿದರು. ನಗರದ ಡಾ. ಬಿ.ಆರ್ ಅಂಬೇಡ್ಕರ್ ಭವನದಲ್ಲಿ ಆಯೋಜಿಸಿದ್ದ ಸಾರ್ವಜನಿಕರಿಂದ ದೂರು ಹಾಗೂ ಅಹವಾಲು ಸ್ವೀಕಾರ ಕಾರ್ಯಕ್ರಮವನ್ನು ಉದ್ಘಾಟಿಸಿ ಮಾತನಾಡಿದರು. ಭ್ರಷ್ಟಾಚಾರದ ಹಾವಳಿಯಿಂದ ಸಾಮಾನ್ಯ ಜನರು ಸರ್ಕಾರಿ ಕಚೇರಿಗಳಿಗೆ ಅಲೆದಾಡುವಂತಾಗಿದೆ. ನಮ್ಮ ಭಾರತ ದೇಶ ಎಲ್ಲಾ ಧರ್ಮದವರನ್ನು ಹೊಂದಿರುವ ದೇಶವಾಗಿದ್ದು, ಪ್ರತಿಯೊಬ್ಬ ಅಧಿಕಾರಿಯೂ ಸಂವಿಧಾನದ ಆಶಯದಂತೆ ಕೆಲಸ ಮಾಡಬೇಕು ಎಂದು ತಿಳಿಸಿದರು. ಅಧಿಕಾರಿಗಳು ಕರ್ತವ್ಯ ನಿಷ್ಠೆಯಿಂದ ಕೆಲಸ ನಿರ್ವಹಿಸಿದರೆ ಜನರಿಗೆ ನ್ಯಾಯ ಸಿಗಲಿದೆ. ಸಂವಿಧಾನ ರಕ್ತದ ರಕ್ತದಂತೆ, ಅದನ್ನು ಎಲ್ಲರೂ ಗೌರವಿಸಬೇಕು. ಕರ್ನಾಟಕ ಲೋಕಾಯುಕ್ತ ಸಂಸ್ಥೆ ಭ್ರಷ್ಟಾಚಾರ ನಿರ್ಮೂಲನೆಗೆ ಕಾರ್ಯನಿರ್ವಹಿಸುತ್ತಿದೆ. ಯಾರೇ ಲಂಚ ಕೇಳಿದರೂ ದೂರು ನೀಡಬೇಕು ಎಂದು ಕರೆ ನೀಡಿದರು. ಕಾರ್ಯಕ್ರಮದಲ್ಲಿ ಜಿಲ್ಲಾಧಿಕಾರಿ, ಜಿಲ್ಲಾ ಪಂಚಾಯಿತಿ ಮುಖ್ಯ ಕಾರ್ಯನಿರ್ವಾಹಕ ಅಧಿಕಾರಿ, ಜಿಲ್ಲಾ ಪೊಲೀಸ್ ವರಿಷ್ಠಾಧಿಕಾರಿ ಸೇರಿದಂತೆ ವಿವಿಧ ಇಲಾಖೆಗಳ ಅಧಿಕಾರಿಗಳು ಉಪಸ್ಥಿತರಿದ್ದರು. ಗ್ರಾಮ ಪಂಚಾಯಿತಿಗಳ ಮಟ್ಟದಲ್ಲಿ ಭ್ರಷ್ಟಾಚಾರ ನಡೆಯದಂತೆ ಎಚ್ಚರ ವಹಿಸಬೇಕು. ನಾವು ಅಂತಿಮವಾಗಿ ಮನಸ್ಸಿನ ಸಾಕ್ಷಿಯಂತೆ ನಡೆದುಕೊಳ್ಳಬೇಕು. ಮಂಡ್ಯ ಜಿಲ್ಲೆ ಲಂಚಮುಕ್ತ ಜಿಲ್ಲೆಯಾಗಬೇಕು ಎಂದು ಆಶಿಸಿದರು. <box>258 317 710 484</box>
article-1-body-col-3 <box>718 129 960 753</box>
article-5-headline-1: ಬಳಕೆದಾರರ ಶುಲ್ಕ ವಿಧಿಸುವ ನಿರ್ಧಾರವನ್ನು <box>802 782 1285 824</box>
masthead-date <box>1389 8 1514 42</box>
article-5-body: ಬೆಂಗಳೂರಿನ ಜನರ ಮೇಲೆ ಕಸದ ಸೆಸ್ ಜೊತೆಗೆ, ಬಳಕೆದಾರರ ಶುಲ್ಕ ವಿಧಿಸಲಾಗಿದೆ. ಈ ನಿರ್ಧಾರವನ್ನು ಸರ್ಕಾರ ಹಿಂಪಡೆದು ಹಿಂದಿನಂತೆಯೇ ಚಿಕನ್ ಅಥವಾ ತ್ಯಾಜ್ಯ ನಿರ್ವಹಣೆ ಮಾಡಬೇಕು ಎಂದು ಪ್ರತಿಪಕ್ಷ ನಾಯಕ ಆರ್. ಅಶೋಕ ಆಗ್ರಹಿಸಿದರು. ಸುದ್ದಿಗಾರರೊಂದಿಗೆ ಮಾತನಾಡಿದ ಅವರು, ಬೆಂಗಳೂರಿನ ಜನರ ಮೇಲೆ ಕಾಂಗ್ರೆಸ್ ಸರ್ಕಾರ ಒಂದರ ಮೇಲೊಂದು ತೆರಿಗೆ ಹೇರುತ್ತಿದೆ. ಕಸದ ಸೆಸ್ ಹೆಸರಿನಲ್ಲಿ ಜನರನ್ನು ಲೂಟಿ ಮಾಡಲಾಗುತ್ತಿದೆ. ಉಪಯೋಗಿಸುವ ವಿದ್ಯುತ್ ಆಧಾರದಲ್ಲಿ ಶುಲ್ಕ ವಿಧಿಸುವ ನಿರ್ಧಾರ ಅವೈಜ್ಞಾನಿಕ. ಬಡವರು, ಮಧ್ಯಮ ವರ್ಗದವರು ಸಂಕಷ್ಟಕ್ಕೆ ಸಿಲುಕಿದ್ದಾರೆ. ಜನರನ್ನು ಹೊರಡಿಸಿ ಖಜಾನೆ ತುಂಬಿಸುವ ಕೆಲಸವನ್ನು ಸರ್ಕಾರ ಮಾಡುತ್ತಿದೆ ಎಂದು ಆರೋಪಿಸಿದರು. ಈ ಬಗ್ಗೆ ಬಿಜೆಪಿ ಹೋರಾಟ ನಡೆಸಲಿದೆ. ಕಾಂಗ್ರೆಸ್ ಸರ್ಕಾರ ಆಡಳಿತಕ್ಕೆ ಬಂದ ನಂತರ ಬೆಲೆ ಏರಿಕೆ ನಿರಂತರವಾಗಿದ್ದು, ಜನರು ಹೈರಾಣಾಗಿದ್ದಾರೆ. ಬೆಂಗಳೂರಿನ ರಸ್ತೆಗಳಲ್ಲಿ ಗುಂಡಿಗಳು ತುಂಬಿವೆ, ಮಳೆ ಬಂದರೆ ನಗರ ಜಲಾವೃತವಾಗುತ್ತದೆ. ಈ ಕುರಿತು ಸರ್ಕಾರ ಗಮನಹರಿಸಬೇಕು ಎಂದು ಒತ್ತಾಯಿಸಿದರು. <box>581 906 823 1115</box>
article-2-body-continued-2: ಅಖಿಲ ಭಾರತ ವೀರಶೈವ ಲಿಂಗಾಯತ ಮಹಾಸಭಾ, ಜಿಲ್ಲಾ ಬಸವ ಸಮಿತಿ ಹಾಗೂ ವೀರಶೈವ ಲಿಂಗಾಯತ ಸೌಹಾರ್ದ ಮತ್ತು ಸಹಕಾರಿ ಸಂಘಟನೆಗಳ ಸಹಕಾರದೊಂದಿಗೆ ವಿಶ್ವಗುರು ಬಸವೇಶ್ವರರ 892ನೇ ಜಯಂತಿಯನ್ನು ಮೇ.31ರ ಬೆಳಗ್ಗೆ 10.30ಕ್ಕೆ ನಗರದ ಕಲಾಮಂದಿರದಲ್ಲಿ ಅದ್ದೂರಿಯಾಗಿ ಆಚರಿಸಲಾಗುವುದು ಎಂದು ಮಹಾಸಭಾದ ಜಿಲ್ಲಾಧ್ಯಕ್ಷ ಎಸ್.ಆನಂದ್ ತಿಳಿಸಿದರು. ಸುದ್ದಿಗೋಷ್ಠಿಯಲ್ಲಿ ಮಾತನಾಡಿದ ಅವರು, ಕಾರ್ಯಕ್ರಮದಲ್ಲಿ ಬಸವೇಶ್ವರರ ಭಾವಚಿತ್ರದ ಮೆರವಣಿಗೆ, ವಚನ ಗಾಯನ, ಉಪನ್ಯಾಸ ನಡೆಯಲಿದೆ. ಸಮಾರಂಭದಲ್ಲಿ ವಿವಿಧ ಮಠಾಧೀಶರು, ಜನಪ್ರತಿನಿಧಿಗಳು ಭಾಗವಹಿಸಲಿದ್ದಾರೆ. ಸಮಾಜದ ಪ್ರತಿಭಾವಂತ ವಿದ್ಯಾರ್ಥಿಗಳಿಗೆ ಪುರಸ್ಕಾರ ನೀಡಲಾಗುವುದು. ಸಮಾಜದ ಎಲ್ಲಾ ಬಂಧುಗಳು ಕಾರ್ಯಕ್ರಮದಲ್ಲಿ ಪಾಲ್ಗೊಂಡು ಯಶಸ್ವಿಗೊಳಿಸಬೇಕು ಎಂದು ಮನವಿ ಮಾಡಿದರು. ಹೆಚ್ಚಿನ ಮಾಹಿತಿಗೆ ಮೊ: 9449911999, 9740973829 ಸಂಪರ್ಕಿಸಬಹುದು. ಗೋಷ್ಠಿಯಲ್ಲಿ ಜಿಲ್ಲಾ ಬಸವ ಸಮಿತಿ ಅಧ್ಯಕ್ಷ, ಪದಾಧಿಕಾರಿಗಳು ಹಾಜರಿದ್ದರು. <box>1178 387 1327 723</box>
article-6-body-continued: ಮಾದಕವಸ್ತು ವಿರುದ್ಧ ಕಾರ್ಯಾಚರಣೆಯನ್ನು ತೀವ್ರಗೊಳಿಸಿರುವ ಸಿಸಿಬಿ ಪೊಲೀಸರು, ನಿಷೇಧಿತ ಡ್ರಗ್ಸ್ ಮಾರಾಟ ಜಾಲವನ್ನು ಭೇದಿಸಿ 3 ಕೋಟಿ ರೂ. ಮೌಲ್ಯದ ಎಂಡಿಎಂಎ ವಶಪಡಿಸಿಕೊಂಡಿದ್ದಾರೆ. ವಿದೇಶಿ ಪ್ರಜೆ ಸೇರಿದಂತೆ ಇಬ್ಬರನ್ನು ಬಂಧಿಸಲಾಗಿದ್ದು, ಆರೋಪಿಗಳಿಂದ ಮೊಬೈಲ್ ಫೋನ್, ತೂಕದ ಯಂತ್ರ ಹಾಗೂ ನಗದು ಜಪ್ತಿ ಮಾಡಲಾಗಿದೆ. ಆರೋಪಿಗಳು ಹೊರರಾಜ್ಯದಿಂದ ಡ್ರಗ್ಸ್ ತರಿಸಿಕೊಂಡು ಕಾಲೇಜು ವಿದ್ಯಾರ್ಥಿಗಳು ಹಾಗೂ ಐಟಿ ಉದ್ಯೋಗಿಗಳಿಗೆ ಮಾರಾಟ ಮಾಡುತ್ತಿದ್ದರು ಎಂದು ಪೊಲೀಸ್ ಆಯುಕ್ತರು ತಿಳಿಸಿದ್ದಾರೆ. ಈ ಸಂಬಂಧ ಪ್ರಕರಣ ದಾಖಲಿಸಿಕೊಂಡು ತನಿಖೆ ಮುಂದುವರಿಸಲಾಗಿದೆ. <box>886 1386 1182 1497</box>
article-5-body-col-1 <box>581 905 823 1299</box>
article-3-photo <box>16 823 563 993</box>
